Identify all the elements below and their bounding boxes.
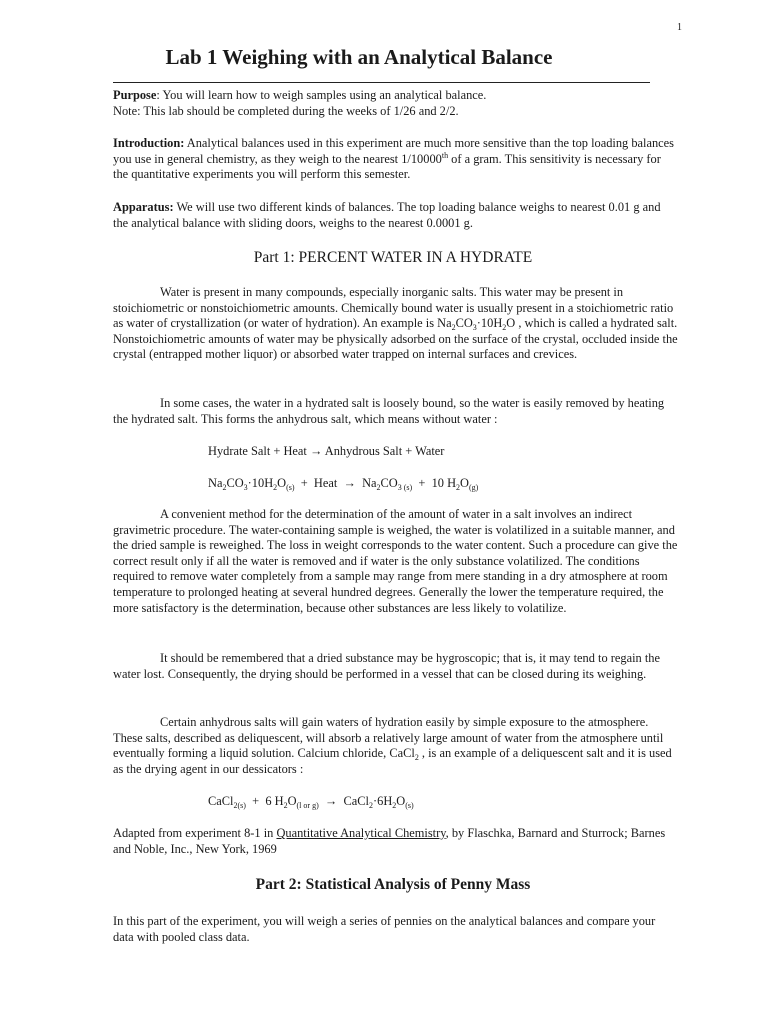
p5-text-a: Certain anhydrous salts will gain waters of hydration easily by simple exposure to the atmosphere. These salts, described as deliquescent, will absorb a relatively large amount of water from the atmosphere until eventually forming a liquid solution. Calcium chloride, CaCl [113, 715, 664, 761]
page-number: 1 [677, 22, 682, 33]
p1-text-b: , which is called a hydrated salt. Nonstoichiometric amounts of water may be physically adsorbed on the surface of the crystal, occluded inside the crystal (entrapped mother liquor) or absorbed water trapped on internal surfaces and crevices. [113, 316, 678, 362]
purpose-section [113, 88, 678, 119]
page-title: Lab 1 Weighing with an Analytical Balance [165, 45, 553, 69]
apparatus-text: We will use two different kinds of balances. The top loading balance weighs to nearest 0.01 g and the analytical balance with sliding doors, weighs to the nearest 0.0001 g. [113, 200, 661, 230]
equation-calcium-chloride: CaCl$_{2(s)}$ + 6 $H_2O_{(l or g)}$ → $CaCl_2\cdot 6H_2O_{(s)}$ [208, 794, 414, 810]
part1-paragraph-3: A convenient method for the determination of the amount of water in a salt involves an indirect gravimetric procedure. The water-containing sample is weighed, the water is volatilized in a suitable manner, and the dried sample is reweighed. The loss in weight corresponds to the water content. Such a procedure can give the correct result only if all the water is removed and if water is the only substance volatilized. The conditions required to remove water completely from a sample may range from mere standing in a dry atmosphere at room temperature to prolonged heating at several hundred degrees. Generally the lower the temperature required, the more satisfactory is the determination, because other substances are less likely to volatilize. [113, 507, 678, 615]
part1-paragraph-4: It should be remembered that a dried substance may be hygroscopic; that is, it may tend to regain the water lost. Consequently, the drying should be performed in a vessel that can be closed during its weighing. [113, 651, 660, 681]
citation: Adapted from experiment 8-1 in Quantitative Analytical Chemistry, by Flaschka, Barnard and Sturrock; Barnes and Noble, Inc., New York, 1969 [113, 826, 666, 856]
title-rule [113, 82, 650, 83]
hydrate-formula: $Na_2CO_3\cdot 10H_2O$ [437, 316, 516, 333]
p1-text-a: Water is present in many compounds, especially inorganic salts. This water may be present in stoichiometric or nonstoichiometric amounts. Chemically bound water is usually present in a stoichiometric ratio as water of crystallization (or water of hydration). An example is [113, 285, 674, 331]
introduction-section [113, 136, 678, 183]
part2-heading: Part 2: Statistical Analysis of Penny Mass [255, 876, 531, 893]
equation-word: Hydrate Salt + Heat → Anhydrous Salt + Water [208, 444, 445, 458]
purpose-text: : You will learn how to weigh samples using an analytical balance. [156, 88, 487, 102]
apparatus-label: Apparatus: [113, 200, 174, 214]
part1-heading: Part 1: PERCENT WATER IN A HYDRATE [253, 249, 533, 266]
introduction-text-a: Analytical balances used in this experiment are much more sensitive than the top loading balances you use in general chemistry, as they weigh to the nearest 1/10000 [113, 136, 674, 166]
purpose-label: Purpose [113, 88, 157, 102]
apparatus-section [113, 200, 678, 231]
citation-book-title: Quantitative Analytical Chemistry [276, 826, 446, 840]
introduction-superscript: th [441, 150, 449, 160]
part1-paragraph-5: Certain anhydrous salts will gain waters of hydration easily by simple exposure to the atmosphere. These salts, described as deliquescent, will absorb a relatively large amount of water from the atmosphere until eventually forming a liquid solution. Calcium chloride, CaCl$_2$ , is an example of a deliquescent salt and it is used as the drying agent in our dessicators : [113, 715, 672, 776]
introduction-text-b: of a gram. This sensitivity is necessary for the quantitative experiments you will perform this semester. [113, 151, 661, 182]
part1-paragraph-2: In some cases, the water in a hydrated salt is loosely bound, so the water is easily removed by heating the hydrated salt. This forms the anhydrous salt, which means without water : [113, 396, 665, 426]
part2-paragraph: In this part of the experiment, you will weigh a series of pennies on the analytical balances and compare your data with pooled class data. [113, 914, 656, 944]
introduction-label: Introduction: [113, 136, 185, 150]
part1-paragraph-1 [113, 285, 678, 363]
p5-text-b: , is an example of a deliquescent salt and it is used as the drying agent in our dessicators : [113, 746, 672, 776]
purpose-note: Note: This lab should be completed during the weeks of 1/26 and 2/2. [113, 103, 459, 118]
equation-sodium-carbonate: $Na_2CO_3\cdot 10H_2O_{(s)}$ + Heat → $Na_2CO_{3 (s)} + 10$ $H_2O_{(g)}$ [208, 476, 479, 492]
